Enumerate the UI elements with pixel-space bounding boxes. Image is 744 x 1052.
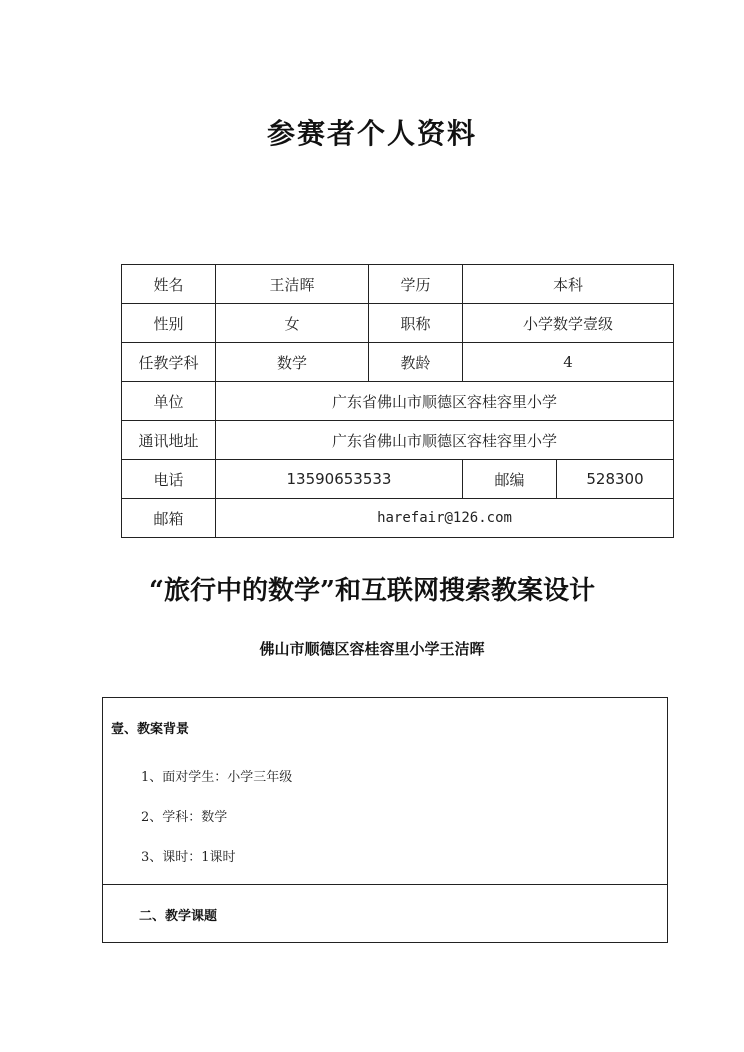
postcode-value: 528300 <box>557 460 674 499</box>
name-value: 王洁晖 <box>216 265 369 304</box>
table-row <box>122 421 674 460</box>
list-item: 3、课时：1课时 <box>141 850 236 865</box>
email-label: 邮箱 <box>122 499 216 538</box>
section-1-heading: 壹、教案背景 <box>111 722 190 737</box>
section-1-box <box>102 697 668 885</box>
list-item: 2、学科：数学 <box>141 810 228 825</box>
page-title: 参赛者个人资料 <box>266 117 477 150</box>
subject-label: 任教学科 <box>122 343 216 382</box>
email-value: harefair@126.com <box>216 499 674 538</box>
years-value: 4 <box>463 343 674 382</box>
title-label: 职称 <box>369 304 463 343</box>
table-row <box>122 265 674 304</box>
subject-value: 数学 <box>216 343 369 382</box>
section-2-heading: 二、教学课题 <box>139 909 218 924</box>
list-item: 1、面对学生：小学三年级 <box>141 770 293 785</box>
unit-label: 单位 <box>122 382 216 421</box>
address-label: 通讯地址 <box>122 421 216 460</box>
table-row <box>122 304 674 343</box>
title-value: 小学数学壹级 <box>463 304 674 343</box>
phone-label: 电话 <box>122 460 216 499</box>
address-value: 广东省佛山市顺德区容桂容里小学 <box>216 421 674 460</box>
section-2-box <box>102 884 668 943</box>
table-row <box>122 382 674 421</box>
table-row <box>122 343 674 382</box>
postcode-label: 邮编 <box>463 460 557 499</box>
table-row <box>122 499 674 538</box>
profile-table <box>121 264 674 538</box>
years-label: 教龄 <box>369 343 463 382</box>
name-label: 姓名 <box>122 265 216 304</box>
education-value: 本科 <box>463 265 674 304</box>
gender-label: 性别 <box>122 304 216 343</box>
unit-value: 广东省佛山市顺德区容桂容里小学 <box>216 382 674 421</box>
doc-title: “旅行中的数学”和互联网搜索教案设计 <box>149 576 595 606</box>
gender-value: 女 <box>216 304 369 343</box>
table-row <box>122 460 674 499</box>
education-label: 学历 <box>369 265 463 304</box>
author-line: 佛山市顺德区容桂容里小学王洁晖 <box>259 640 485 658</box>
phone-value: 13590653533 <box>216 460 463 499</box>
